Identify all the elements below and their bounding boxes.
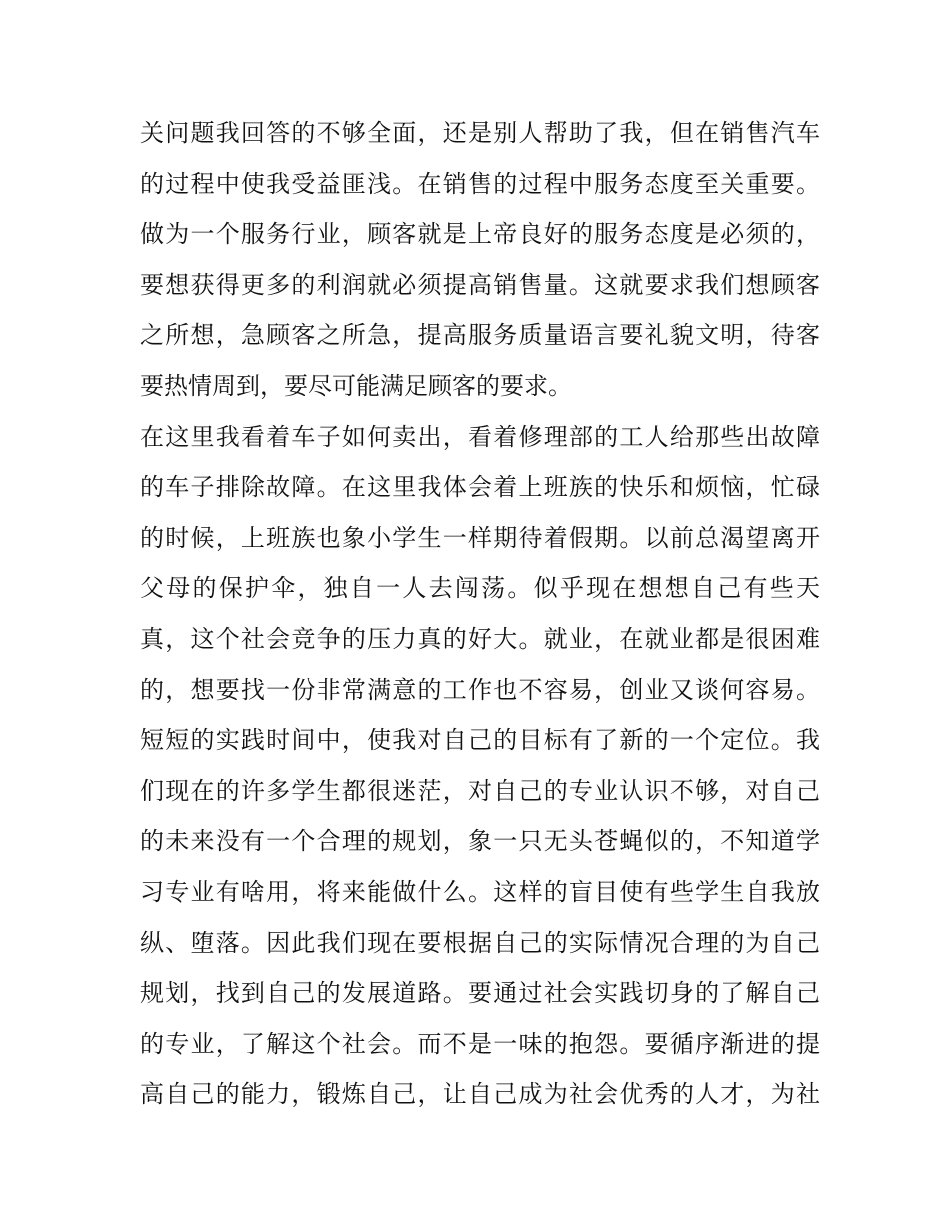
text-line: 的，想要找一份非常满意的工作也不容易，创业又谈何容易。 [140, 675, 820, 704]
text-line: 的过程中使我受益匪浅。在销售的过程中服务态度至关重要。 [140, 169, 820, 198]
text-line: 规划，找到自己的发展道路。要通过社会实践切身的了解自己 [140, 979, 820, 1008]
text-line: 的专业，了解这个社会。而不是一味的抱怨。要循序渐进的提 [140, 1029, 820, 1058]
text-line: 们现在的许多学生都很迷茫，对自己的专业认识不够，对自己 [140, 776, 820, 805]
text-line: 纵、堕落。因此我们现在要根据自己的实际情况合理的为自己 [140, 928, 820, 957]
text-line: 短短的实践时间中，使我对自己的目标有了新的一个定位。我 [140, 726, 820, 755]
text-line: 的车子排除故障。在这里我体会着上班族的快乐和烦恼，忙碌 [140, 473, 820, 502]
text-line: 要想获得更多的利润就必须提高销售量。这就要求我们想顾客 [140, 270, 820, 299]
text-line: 真，这个社会竞争的压力真的好大。就业，在就业都是很困难 [140, 624, 820, 653]
text-line: 之所想，急顾客之所急，提高服务质量语言要礼貌文明，待客 [140, 321, 820, 350]
text-line: 习专业有啥用，将来能做什么。这样的盲目使有些学生自我放 [140, 877, 820, 906]
text-line: 要热情周到，要尽可能满足顾客的要求。 [140, 371, 572, 400]
text-line: 关问题我回答的不够全面，还是别人帮助了我，但在销售汽车 [140, 119, 820, 147]
text-line: 的时候，上班族也象小学生一样期待着假期。以前总渴望离开 [140, 523, 820, 552]
body-text [140, 108, 820, 1120]
text-line: 父母的保护伞，独自一人去闯荡。似乎现在想想自己有些天 [140, 574, 820, 603]
text-line: 的未来没有一个合理的规划，象一只无头苍蝇似的，不知道学 [140, 827, 820, 856]
text-line: 高自己的能力，锻炼自己，让自己成为社会优秀的人才，为社 [140, 1080, 820, 1109]
text-line: 在这里我看着车子如何卖出，看着修理部的工人给那些出故障 [140, 422, 820, 451]
text-line: 做为一个服务行业，顾客就是上帝良好的服务态度是必须的， [140, 220, 820, 249]
